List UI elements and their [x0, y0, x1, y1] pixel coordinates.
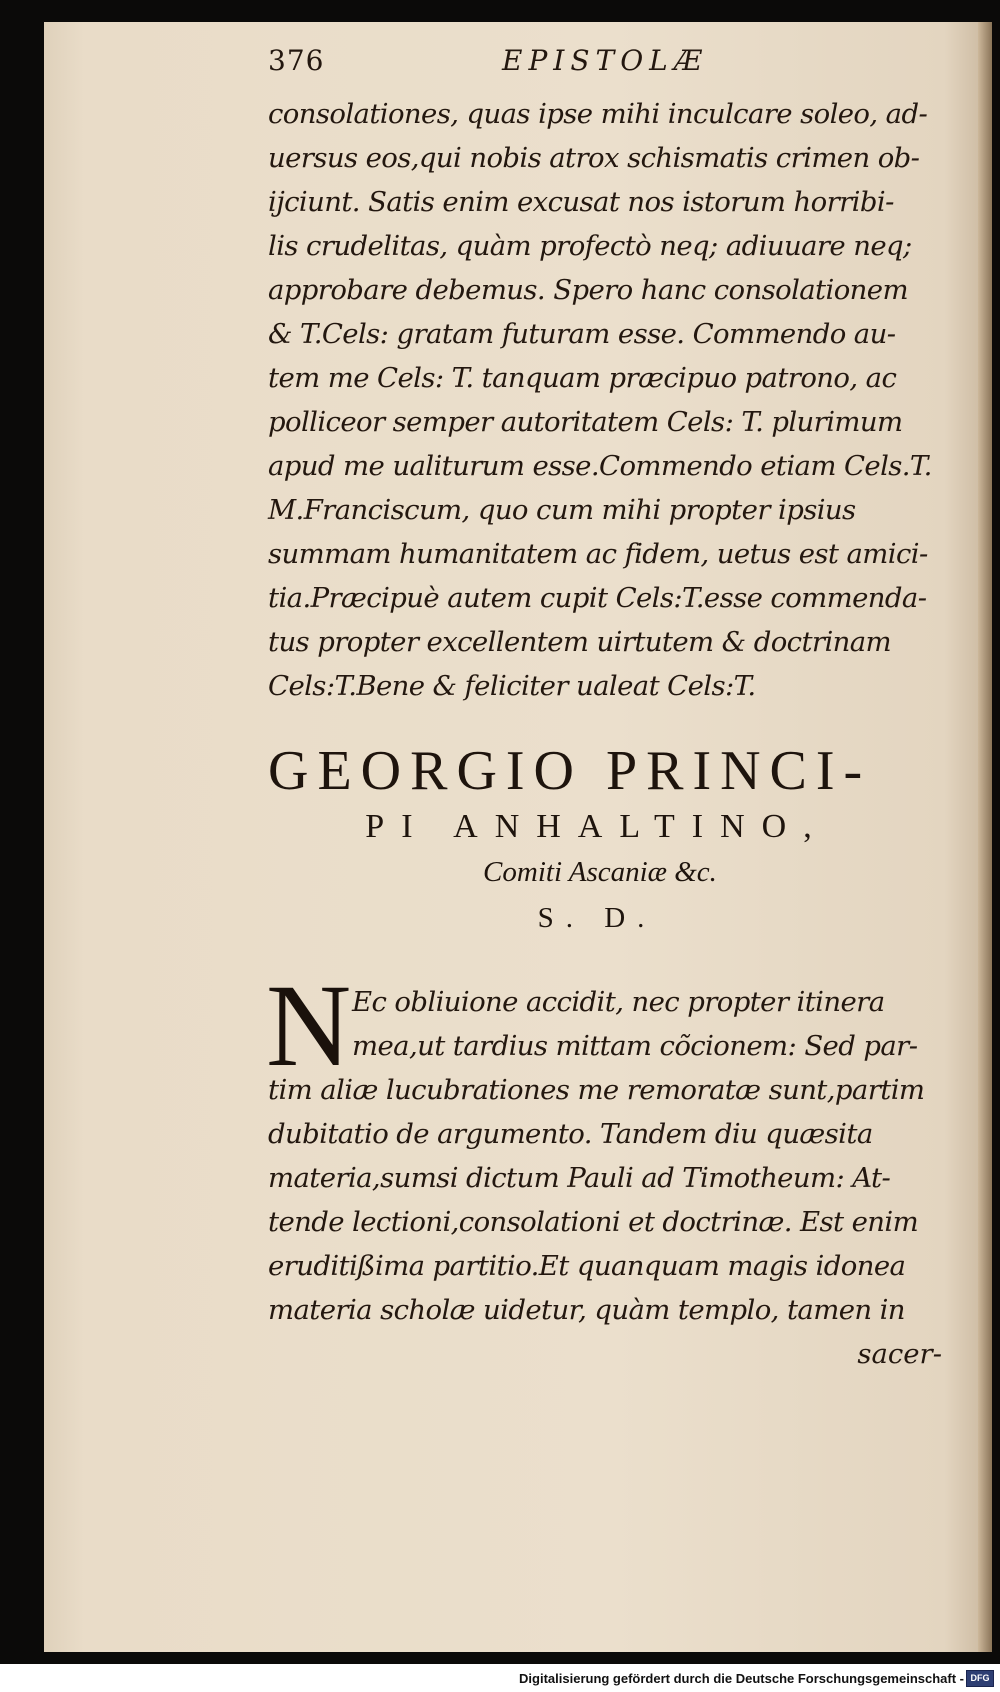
- catchword: sacer-: [857, 1338, 942, 1370]
- heading-salutation: S. D.: [537, 902, 657, 934]
- text-line: & T.Cels: gratam futuram esse. Commendo au-: [268, 318, 896, 350]
- page-edge: [978, 22, 992, 1652]
- text-line: tende lectioni,consolationi et doctrinæ. Est enim: [268, 1206, 919, 1238]
- text-line: mea,ut tardius mittam cõcionem: Sed par-: [352, 1030, 918, 1062]
- text-line: apud me ualiturum esse.Commendo etiam Cels.T.: [268, 450, 932, 482]
- page-text: [222, 44, 942, 1376]
- text-line: lis crudelitas, quàm profectò neq; adiuuare neq;: [268, 230, 912, 262]
- heading-recipient: GEORGIO PRINCI-: [268, 740, 872, 802]
- text-line: materia scholæ uidetur, quàm templo, tamen in: [268, 1294, 905, 1326]
- previous-letter-ending: [222, 92, 942, 708]
- text-line: consolationes, quas ipse mihi inculcare soleo, ad-: [268, 98, 928, 130]
- text-line: tem me Cels: T. tanquam præcipuo patrono, ac: [268, 362, 897, 394]
- text-line: Cels:T.Bene & feliciter ualeat Cels:T.: [268, 670, 756, 702]
- running-head: [222, 44, 942, 92]
- text-line: M.Franciscum, quo cum mihi propter ipsius: [268, 494, 856, 526]
- funding-credit: Digitalisierung gefördert durch die Deutsche Forschungsgemeinschaft -: [519, 1671, 964, 1686]
- heading-title: Comiti Ascaniæ &c.: [483, 856, 717, 888]
- text-line: summam humanitatem ac fidem, uetus est amici-: [268, 538, 928, 570]
- text-line: eruditißima partitio.Et quanquam magis idonea: [268, 1250, 906, 1282]
- text-line: tus propter excellentem uirtutem & doctrinam: [268, 626, 892, 658]
- text-line: materia,sumsi dictum Pauli ad Timotheum: At-: [268, 1162, 891, 1194]
- drop-cap: N: [266, 960, 352, 1091]
- text-line: tia.Præcipuè autem cupit Cels:T.esse commenda-: [268, 582, 927, 614]
- dfg-logo: DFG: [966, 1670, 994, 1687]
- text-line: tim aliæ lucubrationes me remoratæ sunt,partim: [268, 1074, 925, 1106]
- heading-recipient-continued: PI ANHALTINO,: [365, 808, 829, 845]
- text-line: approbare debemus. Spero hanc consolationem: [268, 274, 908, 306]
- letter-heading: [222, 742, 942, 940]
- text-line: dubitatio de argumento. Tandem diu quæsita: [268, 1118, 873, 1150]
- page-number: 376: [268, 44, 325, 77]
- text-line: uersus eos,qui nobis atrox schismatis crimen ob-: [268, 142, 920, 174]
- running-title: EPISTOLÆ: [502, 44, 708, 77]
- text-line: ijciunt. Satis enim excusat nos istorum horribi-: [268, 186, 894, 218]
- footer-bar: [0, 1664, 1000, 1692]
- letter-body: [222, 960, 942, 1376]
- text-line: polliceor semper autoritatem Cels: T. plurimum: [268, 406, 903, 438]
- text-line: Ec obliuione accidit, nec propter itinera: [352, 986, 885, 1018]
